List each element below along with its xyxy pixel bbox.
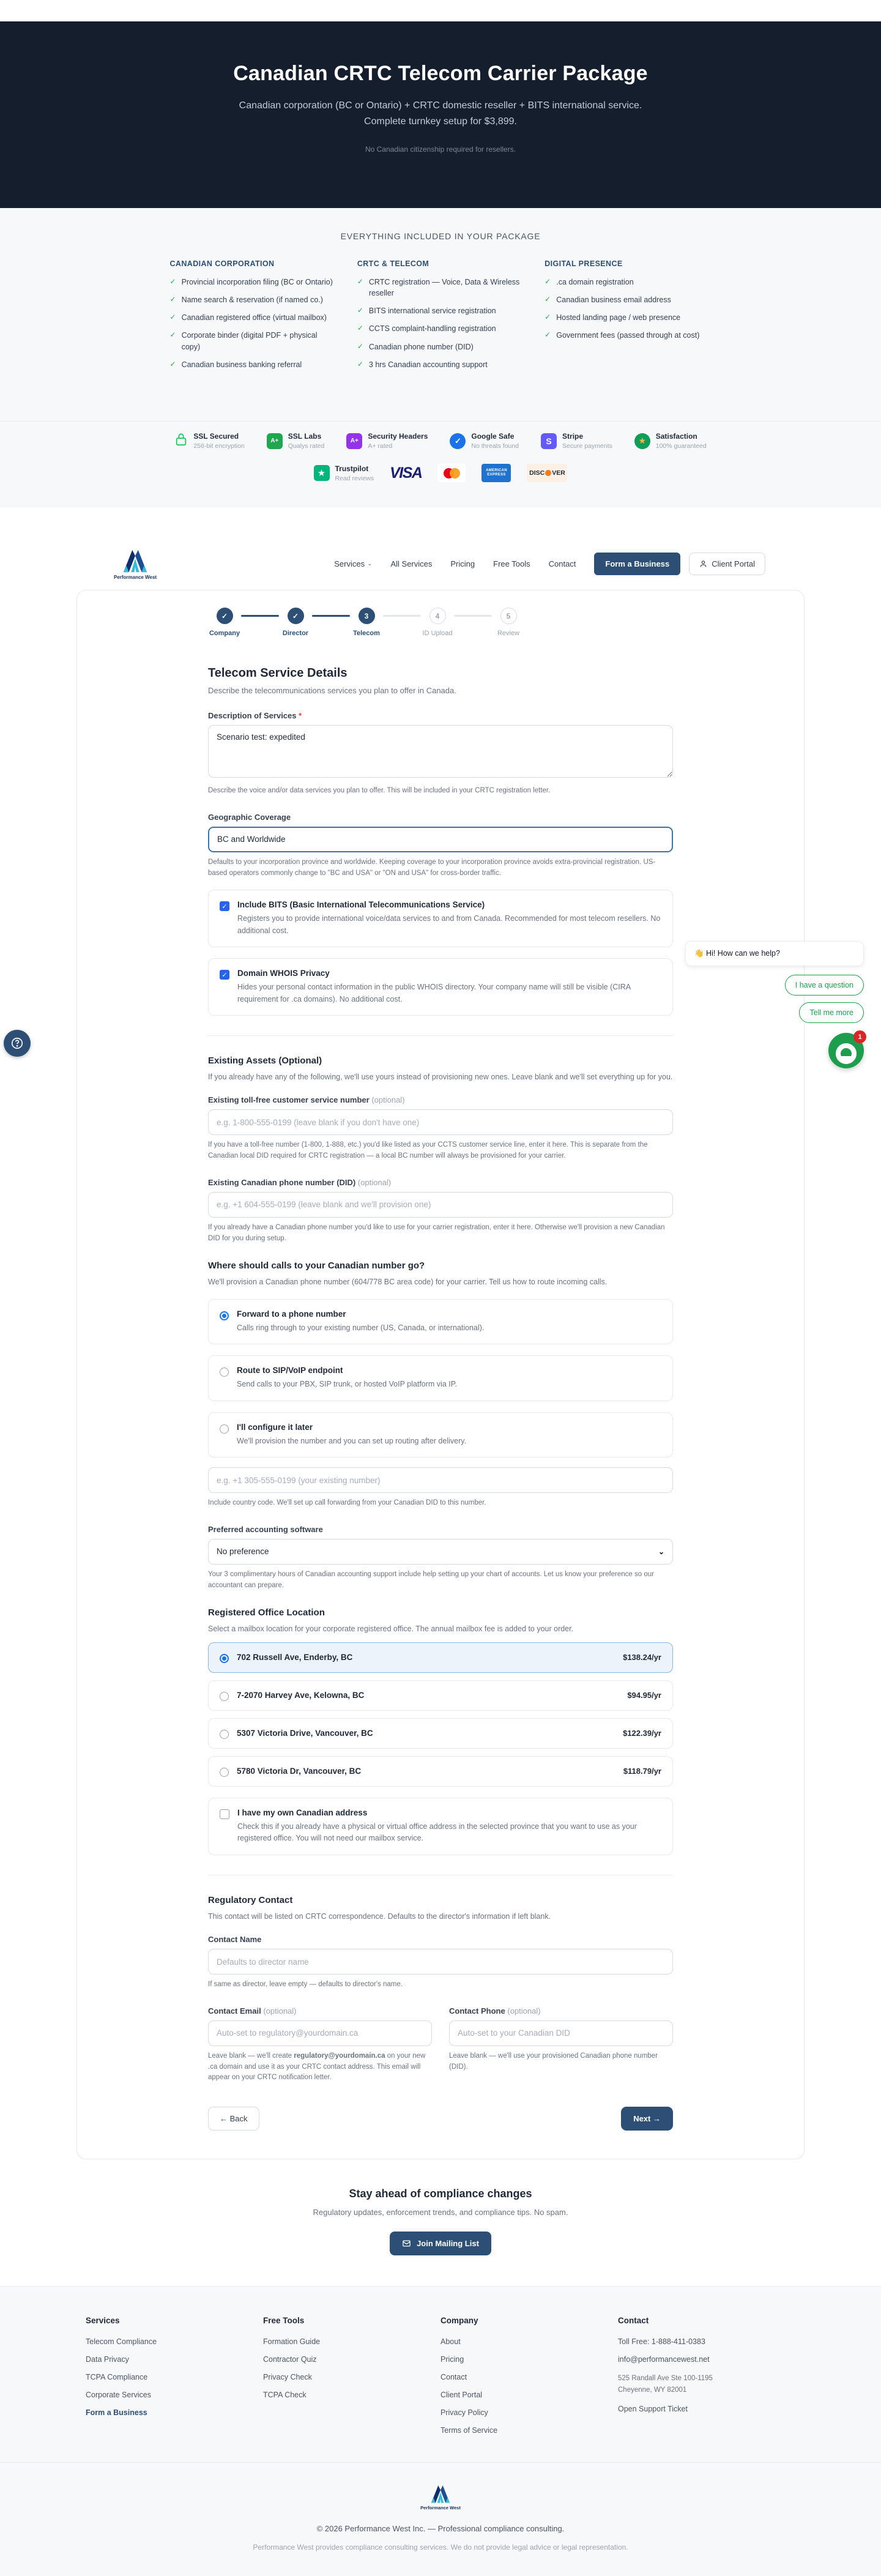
- own-address-checkbox-card[interactable]: I have my own Canadian address Check this if you already have a physical or virtual office address in the selected province that you want to use as your registered office. You will not need our mailbox service.: [208, 1798, 673, 1855]
- step-review[interactable]: 5 Review: [492, 608, 525, 637]
- list-item: ✓ Name search & reservation (if named co.): [170, 294, 336, 305]
- office-price: $118.79/yr: [623, 1766, 661, 1776]
- check-circle-icon: ✓: [450, 433, 466, 449]
- footer-col-services: Services Telecom Compliance Data Privacy TCPA Compliance Corporate Services Form a Business: [86, 2316, 263, 2444]
- footer-col-free-tools: Free Tools Formation Guide Contractor Quiz Privacy Check TCPA Check: [263, 2316, 441, 2444]
- radio-icon[interactable]: [220, 1692, 229, 1701]
- list-item: ✓ CCTS complaint-handling registration: [357, 323, 524, 334]
- visa-logo: VISA: [390, 464, 422, 482]
- footer-link[interactable]: Data Privacy: [86, 2355, 129, 2364]
- check-icon: ✓: [169, 277, 176, 286]
- list-item: ✓ Canadian phone number (DID): [357, 341, 524, 352]
- geo-input[interactable]: [208, 827, 673, 852]
- badge-google-safe: ✓ Google Safe No threats found: [450, 432, 519, 450]
- footer-address: 525 Randall Ave Ste 100-1195 Cheyenne, WY 82001: [618, 2375, 713, 2394]
- whois-checkbox-card[interactable]: [208, 958, 673, 1016]
- footer-link-form-a-business[interactable]: Form a Business: [86, 2408, 147, 2418]
- regulatory-heading: Regulatory Contact: [208, 1894, 293, 1905]
- step-connector: [454, 615, 492, 617]
- chevron-down-icon: ⌄: [367, 560, 373, 567]
- office-option-kelowna[interactable]: 7-2070 Harvey Ave, Kelowna, BC $94.95/yr: [208, 1680, 673, 1711]
- included-section: [0, 208, 881, 421]
- step-connector: [383, 615, 421, 617]
- description-textarea[interactable]: [208, 725, 673, 778]
- contact-email-input[interactable]: [208, 2020, 432, 2046]
- footer-link[interactable]: Terms of Service: [441, 2426, 498, 2435]
- contact-email-label: Contact Email (optional): [208, 2006, 297, 2016]
- arrow-left-icon: ←: [220, 2114, 228, 2124]
- chat-unread-badge: 1: [853, 1030, 866, 1043]
- bits-label: Include BITS (Basic International Telecommunications Service): [237, 900, 485, 910]
- nav-item-services[interactable]: Services ⌄: [334, 559, 373, 568]
- step-connector: [312, 615, 350, 617]
- footer-link[interactable]: TCPA Check: [263, 2391, 307, 2400]
- check-icon: ✓: [357, 306, 363, 315]
- footer-col-contact: Contact Toll Free: 1-888-411-0383 info@performancewest.net 525 Randall Ave Ste 100-1195 Cheyenne, WY 82001 Open Support Ticket: [618, 2316, 795, 2444]
- forward-number-help: Include country code. We'll set up call forwarding from your Canadian DID to this number.: [208, 1499, 486, 1507]
- discover-logo: DISC VER: [527, 464, 567, 482]
- nav-item-free-tools[interactable]: Free Tools: [493, 559, 530, 568]
- contact-name-input[interactable]: [208, 1949, 673, 1975]
- regulatory-desc: This contact will be listed on CRTC correspondence. Defaults to the director's information if left blank.: [208, 1912, 551, 1921]
- step-director[interactable]: ✓ Director: [279, 608, 312, 637]
- mastercard-logo: [437, 464, 466, 482]
- routing-option-later[interactable]: I'll configure it later We'll provision the number and you can set up routing after delivery.: [208, 1412, 673, 1457]
- footer-support-ticket[interactable]: Open Support Ticket: [618, 2405, 688, 2414]
- column-title: CRTC & TELECOM: [357, 259, 429, 268]
- office-heading: Registered Office Location: [208, 1607, 325, 1618]
- geo-help: Defaults to your incorporation province and worldwide. Keeping coverage to your incorporation province avoids extra-provincial registration. US-based operators commonly change to "BC and USA" or "ON and USA" for cross-border traffic.: [208, 858, 656, 877]
- radio-icon[interactable]: [220, 1368, 229, 1377]
- chat-greeting-bubble[interactable]: 👋 Hi! How can we help?: [685, 941, 864, 966]
- accounting-help: Your 3 complimentary hours of Canadian accounting support include help setting up your chart of accounts. Let us know your preference so our accountant can prepare.: [208, 1570, 654, 1589]
- geo-label: Geographic Coverage: [208, 812, 291, 822]
- check-icon: ✓: [545, 277, 551, 286]
- list-item: ✓ Hosted landing page / web presence: [545, 312, 711, 323]
- badge-ssl-secured: SSL Secured 256-bit encryption: [174, 431, 244, 450]
- footer-link[interactable]: Corporate Services: [86, 2391, 151, 2400]
- list-item: ✓ Canadian business banking referral: [170, 359, 336, 370]
- footer: [0, 2286, 881, 2576]
- included-heading: EVERYTHING INCLUDED IN YOUR PACKAGE: [340, 231, 541, 241]
- contact-phone-help: Leave blank — we'll use your provisioned Canadian phone number (DID).: [449, 2052, 658, 2071]
- performance-west-logo-icon: [429, 2484, 452, 2504]
- nav-item-all-services[interactable]: All Services: [390, 559, 433, 568]
- chat-quick-reply-question[interactable]: I have a question: [785, 975, 864, 996]
- radio-icon[interactable]: [220, 1768, 229, 1777]
- top-spacer: [0, 0, 881, 21]
- routing-heading: Where should calls to your Canadian number go?: [208, 1260, 425, 1271]
- contact-name-help: If same as director, leave empty — defaults to director's name.: [208, 1981, 403, 1988]
- forward-number-input[interactable]: [208, 1467, 673, 1493]
- footer-link[interactable]: About: [441, 2337, 461, 2347]
- bits-desc: Registers you to provide international voice/data services to and from Canada. Recommended for most telecom resellers. No additional cost.: [237, 914, 661, 935]
- newsletter-section: [0, 2159, 881, 2286]
- chat-widget: [685, 941, 864, 1068]
- footer-link[interactable]: Pricing: [441, 2355, 464, 2364]
- a-plus-green-icon: A+: [267, 433, 283, 449]
- accounting-select[interactable]: No preference ⌄: [208, 1539, 673, 1565]
- next-button[interactable]: Next →: [621, 2107, 673, 2131]
- check-icon: ✓: [169, 330, 176, 340]
- list-item: ✓ Canadian business email address: [545, 294, 711, 305]
- footer-link[interactable]: Formation Guide: [263, 2337, 321, 2347]
- list-item: ✓ Provincial incorporation filing (BC or Ontario): [170, 277, 336, 288]
- description-label: Description of Services *: [208, 711, 302, 720]
- contact-email-help: Leave blank — we'll create regulatory@yourdomain.ca on your new .ca domain and use it as your CRTC contact address. This email will appear on your CRTC notification letter.: [208, 2052, 426, 2082]
- check-icon: ✓: [169, 295, 176, 304]
- amex-logo: AMERICAN EXPRESS: [481, 464, 511, 482]
- column-title: CANADIAN CORPORATION: [169, 259, 275, 268]
- footer-col-company: Company About Pricing Contact Client Portal Privacy Policy Terms of Service: [441, 2316, 618, 2444]
- trust-row: [0, 431, 881, 450]
- list-item: ✓ CRTC registration — Voice, Data & Wireless reseller: [357, 277, 524, 299]
- step-id-upload[interactable]: 4 ID Upload: [421, 608, 454, 637]
- disclaimer: Performance West provides compliance consulting services. We do not provide legal advice or legal representation.: [253, 2543, 628, 2552]
- assets-heading: Existing Assets (Optional): [208, 1055, 322, 1066]
- chat-quick-reply-more[interactable]: Tell me more: [799, 1002, 864, 1023]
- step-circle-upcoming: 4: [429, 608, 446, 624]
- radio-icon[interactable]: [220, 1424, 229, 1434]
- radio-selected-icon[interactable]: [220, 1311, 229, 1320]
- select-chevron-icon: ⌄: [658, 1547, 664, 1556]
- back-button[interactable]: ← Back: [208, 2107, 259, 2131]
- checkbox-checked-icon[interactable]: ✓: [220, 901, 229, 911]
- check-icon: ✓: [545, 295, 551, 304]
- badge-ssl-labs: A+ SSL Labs Qualys rated: [267, 432, 325, 450]
- step-circle-active: 3: [359, 608, 375, 624]
- page-subtitle: Describe the telecommunications services you plan to offer in Canada.: [208, 686, 456, 695]
- hero-banner: [0, 21, 881, 208]
- required-asterisk: *: [299, 711, 302, 720]
- newsletter-sub: Regulatory updates, enforcement trends, and compliance tips. No spam.: [313, 2208, 568, 2217]
- tollfree-input[interactable]: [208, 1109, 673, 1135]
- badge-security-headers: A+ Security Headers A+ rated: [346, 432, 428, 450]
- footer-link[interactable]: Client Portal: [441, 2391, 483, 2400]
- footer-link[interactable]: Privacy Check: [263, 2373, 312, 2382]
- footer-email[interactable]: info@performancewest.net: [618, 2355, 710, 2364]
- footer-link[interactable]: Telecom Compliance: [86, 2337, 157, 2347]
- check-icon: ✓: [357, 277, 363, 286]
- star-circle-icon: ★: [634, 433, 650, 449]
- chat-launcher-button[interactable]: [828, 1033, 864, 1068]
- hero-note: No Canadian citizenship required for resellers.: [365, 144, 516, 154]
- join-mailing-list-button[interactable]: Join Mailing List: [390, 2232, 491, 2255]
- section-divider: [208, 1035, 673, 1036]
- footer-tollfree[interactable]: Toll Free: 1-888-411-0383: [618, 2337, 705, 2347]
- contact-phone-label: Contact Phone (optional): [449, 2006, 541, 2016]
- checkbox-checked-icon[interactable]: ✓: [220, 970, 229, 980]
- list-item: ✓ Canadian registered office (virtual mailbox): [170, 312, 336, 323]
- copyright: © 2026 Performance West Inc. — Professional compliance consulting.: [316, 2524, 565, 2534]
- checkbox-unchecked-icon[interactable]: [220, 1809, 229, 1819]
- did-input[interactable]: [208, 1192, 673, 1218]
- check-icon: ✓: [545, 313, 551, 322]
- hero-subtitle: Canadian corporation (BC or Ontario) + CRTC domestic reseller + BITS international service. Complete turnkey setup for $3,899.: [239, 100, 642, 127]
- footer-bottom: [0, 2462, 881, 2552]
- check-icon: ✓: [169, 313, 176, 322]
- did-label: Existing Canadian phone number (DID) (optional): [208, 1177, 392, 1187]
- help-fab-button[interactable]: [4, 1030, 31, 1057]
- badge-stripe: S Stripe Secure payments: [541, 432, 612, 450]
- bits-checkbox-card[interactable]: [208, 890, 673, 947]
- column-title: DIGITAL PRESENCE: [545, 259, 623, 268]
- accounting-label: Preferred accounting software: [208, 1524, 323, 1534]
- list-item: ✓ Corporate binder (digital PDF + physical copy): [170, 330, 336, 352]
- check-icon: ✓: [357, 324, 363, 333]
- did-help: If you already have a Canadian phone number you'd like to use for your carrier registration, enter it here. Otherwise we'll provision a new Canadian DID for you during setup.: [208, 1223, 665, 1242]
- list-item: ✓ .ca domain registration: [545, 277, 711, 288]
- list-item: ✓ Government fees (passed through at cost): [545, 330, 711, 341]
- tollfree-label: Existing toll-free customer service number (optional): [208, 1095, 405, 1105]
- spacer: [0, 508, 881, 538]
- form-a-business-button[interactable]: Form a Business: [594, 553, 680, 575]
- office-option-enderby[interactable]: 702 Russell Ave, Enderby, BC $138.24/yr: [208, 1642, 673, 1673]
- discover-o-icon: [545, 470, 551, 476]
- step-company[interactable]: ✓ Company: [208, 608, 241, 637]
- footer-logo: Performance West: [420, 2484, 461, 2511]
- person-icon: [699, 560, 707, 568]
- office-option-victoria-dr[interactable]: 5780 Victoria Dr, Vancouver, BC $118.79/yr: [208, 1756, 673, 1787]
- footer-link[interactable]: TCPA Compliance: [86, 2373, 148, 2382]
- question-circle-icon: [10, 1037, 24, 1050]
- step-circle-done: ✓: [217, 608, 233, 624]
- list-item: ✓ BITS international service registration: [357, 305, 524, 316]
- office-price: $138.24/yr: [623, 1653, 661, 1662]
- nav-item-contact[interactable]: Contact: [548, 559, 576, 568]
- routing-desc: We'll provision a Canadian phone number (604/778 BC area code) for your carrier. Tell us how to route incoming calls.: [208, 1277, 608, 1286]
- footer-link[interactable]: Privacy Policy: [441, 2408, 488, 2418]
- stripe-icon: S: [541, 433, 557, 449]
- navbar: [0, 538, 881, 589]
- footer-link[interactable]: Contact: [441, 2373, 467, 2382]
- mastercard-orange-circle: [450, 468, 460, 478]
- assets-desc: If you already have any of the following, we'll use yours instead of provisioning new ones. Leave blank and we'll set everything up for you.: [208, 1072, 673, 1081]
- step-wizard: [208, 608, 673, 637]
- badge-satisfaction: ★ Satisfaction 100% guaranteed: [634, 432, 707, 450]
- step-connector: [241, 615, 279, 617]
- description-help: Describe the voice and/or data services you plan to offer. This will be included in your CRTC registration letter.: [208, 787, 551, 794]
- included-grid: [170, 259, 712, 377]
- nav-links: [334, 559, 576, 568]
- check-icon: ✓: [357, 341, 363, 351]
- check-icon: ✓: [357, 359, 363, 368]
- check-icon: ✓: [545, 330, 551, 340]
- footer-link[interactable]: Contractor Quiz: [263, 2355, 317, 2364]
- routing-option-forward[interactable]: Forward to a phone number Calls ring through to your existing number (US, Canada, or international).: [208, 1299, 673, 1344]
- hero-title: Canadian CRTC Telecom Carrier Package: [233, 62, 648, 85]
- brand-logo[interactable]: [113, 548, 157, 580]
- badge-trustpilot[interactable]: ★ Trustpilot Read reviews: [314, 464, 374, 482]
- contact-name-label: Contact Name: [208, 1935, 262, 1944]
- included-column-corporation: [170, 259, 336, 377]
- step-telecom-active[interactable]: 3 Telecom: [350, 608, 383, 637]
- check-icon: ✓: [169, 359, 176, 368]
- form-card: [76, 590, 805, 2159]
- office-price: $122.39/yr: [623, 1729, 661, 1738]
- tollfree-help: If you have a toll-free number (1-800, 1-888, etc.) you'd like listed as your CCTS customer service line, enter it here. This is separate from the Canadian local DID required for CRTC registration — a local BC number will always be provisioned for your carrier.: [208, 1141, 648, 1160]
- a-plus-purple-icon: A+: [346, 433, 362, 449]
- step-circle-upcoming: 5: [500, 608, 517, 624]
- included-column-digital: [545, 259, 711, 377]
- arrow-right-icon: →: [653, 2114, 661, 2124]
- nav-item-pricing[interactable]: Pricing: [450, 559, 475, 568]
- list-item: ✓ 3 hrs Canadian accounting support: [357, 359, 524, 370]
- whois-desc: Hides your personal contact information in the public WHOIS directory. Your company name will still be visible (CIRA requirement for .ca domains). No additional cost.: [237, 983, 631, 1003]
- payment-row: [0, 464, 881, 482]
- contact-phone-input[interactable]: [449, 2020, 673, 2046]
- newsletter-heading: Stay ahead of compliance changes: [349, 2187, 532, 2200]
- page-title: Telecom Service Details: [208, 666, 348, 680]
- radio-selected-icon[interactable]: [220, 1654, 229, 1663]
- brand-name: Performance West: [113, 574, 157, 580]
- envelope-icon: [402, 2239, 411, 2248]
- client-portal-button[interactable]: Client Portal: [689, 553, 765, 575]
- whois-label: Domain WHOIS Privacy: [237, 969, 330, 978]
- trustpilot-star-icon: ★: [314, 465, 330, 481]
- office-price: $94.95/yr: [627, 1691, 661, 1700]
- performance-west-logo-icon: [121, 548, 149, 573]
- radio-icon[interactable]: [220, 1730, 229, 1739]
- routing-option-sip[interactable]: Route to SIP/VoIP endpoint Send calls to your PBX, SIP trunk, or hosted VoIP platform via IP.: [208, 1355, 673, 1401]
- office-option-victoria-drive[interactable]: 5307 Victoria Drive, Vancouver, BC $122.39/yr: [208, 1718, 673, 1749]
- included-column-telecom: [357, 259, 524, 377]
- office-desc: Select a mailbox location for your corporate registered office. The annual mailbox fee is added to your order.: [208, 1624, 574, 1633]
- step-circle-done: ✓: [288, 608, 304, 624]
- trust-badges-section: [0, 421, 881, 508]
- lock-icon: [174, 431, 188, 450]
